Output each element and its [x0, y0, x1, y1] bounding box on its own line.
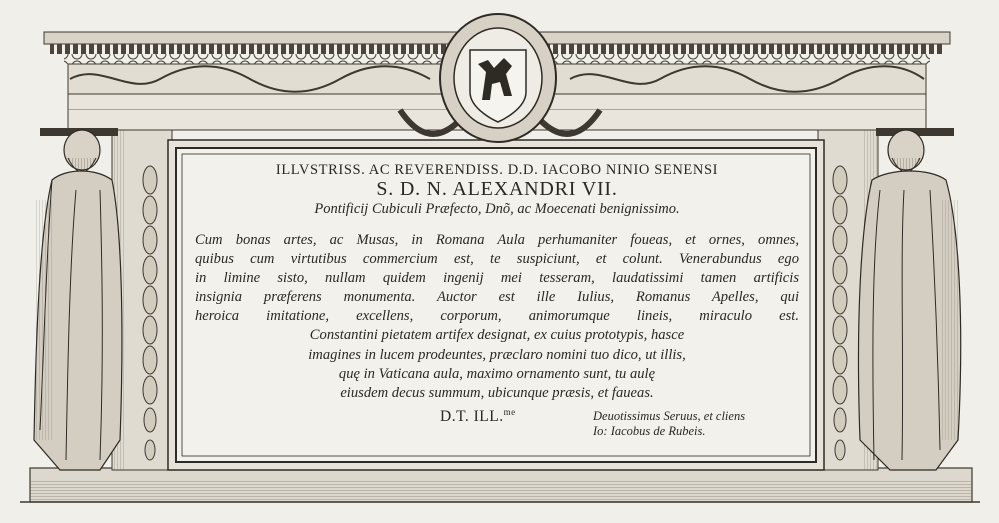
body-line: insignia præferens monumenta. Auctor est ille Iulius, Romanus Apelles, qui: [195, 289, 799, 306]
inscription-panel: [185, 158, 809, 462]
left-figure: [34, 128, 122, 470]
right-figure: [859, 128, 961, 470]
signature-line-1: Deuotissimus Seruus, et cliens: [593, 408, 746, 423]
closing-block: [185, 403, 809, 443]
closing-abbreviation-superscript: me: [503, 406, 516, 417]
base-plinth: [20, 468, 980, 502]
body-line: heroica imitatione, excellens, corporum, animorumque lineis, miraculo est.: [195, 308, 799, 325]
body-line: in limine sisto, nullam quidem ingenij mei tesseram, laudatissimi tamen artificis: [195, 270, 799, 287]
dedication-line-2: S. D. N. ALEXANDRI VII.: [376, 179, 618, 199]
body-line: quibus cum virtutibus commercium est, te suspiciunt, et colunt. Venerabundus ego: [195, 251, 799, 268]
body-line: Constantini pietatem artifex designat, ex cuius prototypis, hasce: [309, 327, 685, 344]
body-line: eiusdem decus summum, ubicunque præsis, et faueas.: [340, 384, 654, 401]
body-line: Cum bonas artes, ac Musas, in Romana Aula perhumaniter foueas, et ornes, omnes,: [195, 232, 799, 248]
closing-abbreviation: [440, 407, 516, 426]
closing-abbreviation-text: D.T. ILL.: [440, 408, 504, 425]
body-line: imagines in lucem prodeuntes, præclaro nomini tuo dico, ut illis,: [308, 346, 686, 363]
dedication-line-1: ILLVSTRISS. AC REVERENDISS. D.D. IACOBO NINIO SENENSI: [275, 162, 719, 178]
signature-line-2: Io: Iacobus de Rubeis.: [593, 423, 706, 438]
body-line: quę in Vaticana aula, maximo ornamento sunt, tu aulę: [338, 365, 656, 382]
dedication-line-3: Pontificij Cubiculi Præfecto, Dnõ, ac Moecenati benignissimo.: [314, 201, 680, 217]
dedication-body: [185, 231, 809, 403]
signature: [593, 409, 745, 439]
